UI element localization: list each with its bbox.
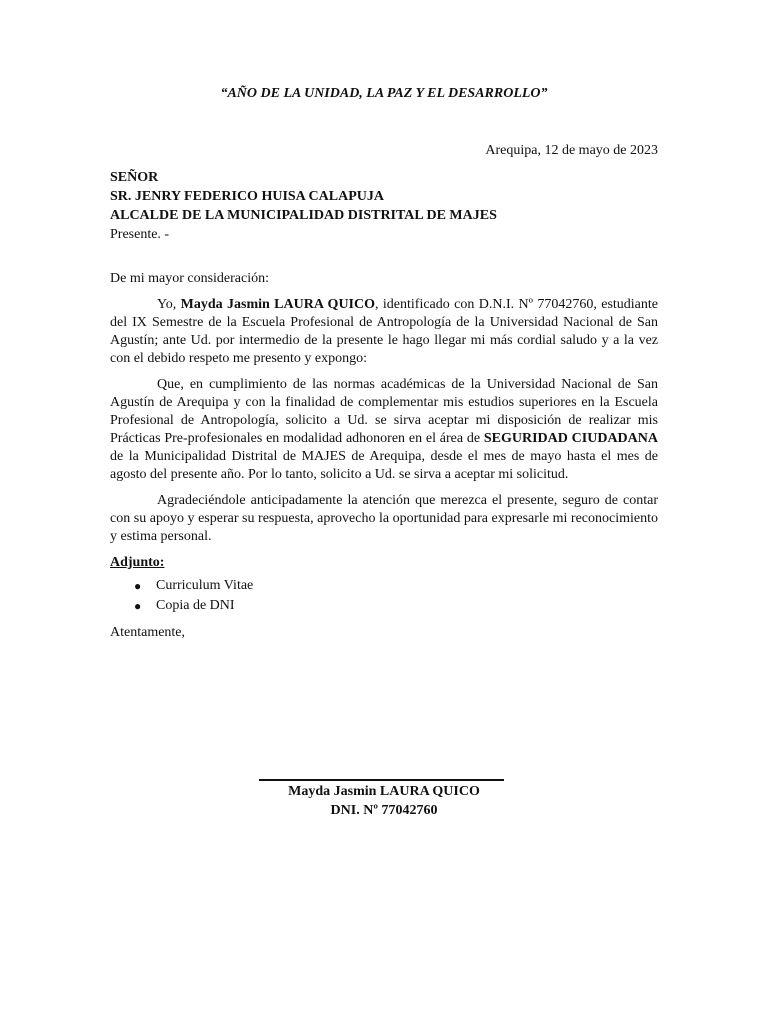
paragraph-thanks: Agradeciéndole anticipadamente la atención que merezca el presente, seguro de contar con su apoyo y esperar su respuesta, aprovecho la oportunidad para expresarle mi reconocimiento y estima personal. <box>110 493 658 544</box>
attachment-label: Curriculum Vitae <box>156 578 254 593</box>
attachments-list <box>110 576 658 616</box>
paragraph-request-part1: Que, en cumplimiento de las normas académicas de la Universidad Nacional de San Agustín de Arequipa y con la finalidad de complementar mis estudios superiores en la Escuela Profesional de Antropología, solicito a Ud. se sirva aceptar mi disposición de realizar mis Prácticas Pre-profesionales en modalidad adhonoren en el área de <box>110 377 658 446</box>
recipient-block <box>110 168 497 244</box>
bullet-icon: ● <box>134 579 142 593</box>
signature-line <box>259 779 504 781</box>
list-item <box>110 576 658 596</box>
recipient-presente: Presente. - <box>110 227 170 242</box>
motto-heading: “AÑO DE LA UNIDAD, LA PAZ Y EL DESARROLLO” <box>220 86 548 101</box>
paragraph-introduction-rest: , identificado con D.N.I. Nº 77042760, estudiante del IX Semestre de la Escuela Profesional de Antropología de la Universidad Nacional de San Agustín; ante Ud. por intermedio de la presente le hago llegar mi más cordial saludo y a la vez con el debido respeto me presento y expongo: <box>110 297 659 366</box>
signature-dni: DNI. Nº 77042760 <box>330 803 438 818</box>
applicant-name-bold: Mayda Jasmin LAURA QUICO <box>180 297 376 312</box>
attachments-heading: Adjunto: <box>110 555 165 570</box>
paragraph-request <box>110 376 658 484</box>
closing-text: Atentamente, <box>110 625 186 640</box>
signature-name: Mayda Jasmin LAURA QUICO <box>288 784 480 799</box>
letter-body <box>110 270 658 642</box>
paragraph-request-part2: de la Municipalidad Distrital de MAJES de Arequipa, desde el mes de mayo hasta el mes de agosto del presente año. Por lo tanto, solicito a Ud. se sirva a aceptar mi solicitud. <box>110 449 658 482</box>
list-item <box>110 596 658 616</box>
recipient-name: SR. JENRY FEDERICO HUISA CALAPUJA <box>110 189 384 204</box>
area-bold: SEGURIDAD CIUDADANA <box>483 431 658 446</box>
bullet-icon: ● <box>134 599 142 613</box>
letter-date: Arequipa, 12 de mayo de 2023 <box>485 143 658 158</box>
signature-block <box>0 782 768 820</box>
greeting: De mi mayor consideración: <box>110 271 270 286</box>
recipient-title: ALCALDE DE LA MUNICIPALIDAD DISTRITAL DE MAJES <box>110 208 497 223</box>
recipient-salutation: SEÑOR <box>110 170 159 185</box>
paragraph-introduction-lead: Yo, <box>157 297 181 312</box>
attachment-label: Copia de DNI <box>156 598 235 613</box>
paragraph-introduction <box>110 296 658 368</box>
